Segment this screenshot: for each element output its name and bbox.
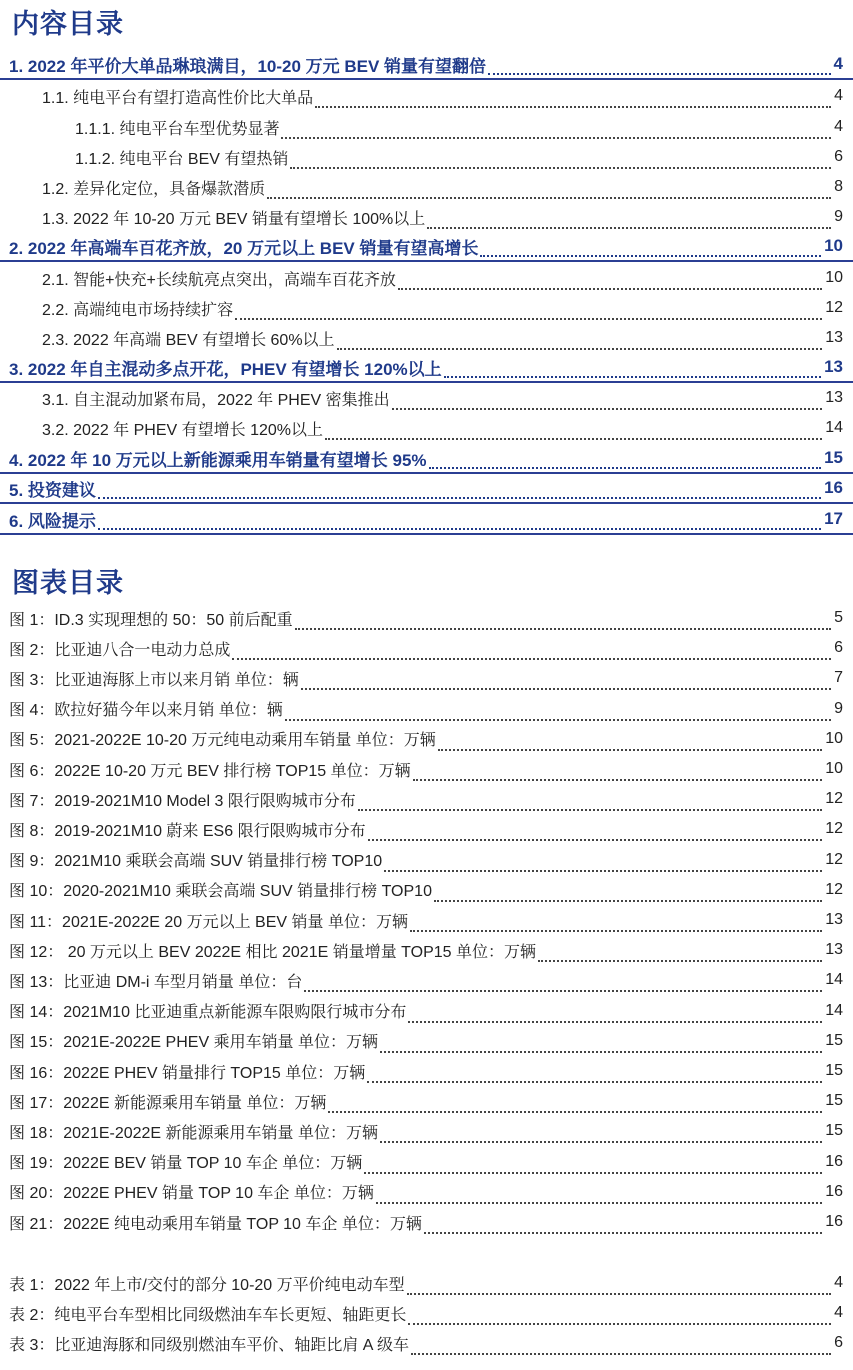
entry-title: 1.2. 差异化定位，具备爆款潜质 [42, 176, 267, 199]
dot-leader [434, 899, 822, 902]
dot-leader [290, 166, 831, 169]
entry-page-number: 12 [825, 850, 843, 868]
entry-page-number: 4 [834, 118, 843, 135]
dot-leader [232, 657, 831, 660]
dot-leader [384, 869, 822, 872]
entry-line [9, 754, 843, 784]
entry-line [9, 444, 843, 472]
entry-title: 图 1：ID.3 实现理想的 50：50 前后配重 [9, 607, 295, 630]
dot-leader [301, 687, 831, 690]
entry-line [9, 905, 843, 935]
dot-leader [325, 437, 822, 440]
entry-line [9, 875, 843, 905]
dot-leader [358, 808, 822, 811]
entry-title: 4. 2022 年 10 万元以上新能源乘用车销量有望增长 95% [9, 446, 429, 471]
entry-line [9, 1177, 843, 1207]
dot-leader [285, 718, 831, 721]
dot-leader [424, 1231, 822, 1234]
entry-title: 3.1. 自主混动加紧布局，2022 年 PHEV 密集推出 [42, 387, 392, 410]
toc-entry-level-1[interactable] [0, 474, 853, 504]
figure-entry[interactable] [0, 1147, 853, 1177]
dot-leader [235, 317, 822, 320]
figure-entry[interactable] [0, 633, 853, 663]
figure-entry[interactable] [0, 1086, 853, 1116]
figure-entry[interactable] [0, 724, 853, 754]
figure-entry[interactable] [0, 905, 853, 935]
entry-page-number: 10 [825, 760, 843, 777]
entry-line [42, 413, 843, 443]
figure-entry[interactable] [0, 1177, 853, 1207]
toc-heading: 内容目录 [12, 9, 124, 39]
dot-leader [488, 72, 830, 75]
entry-page-number: 15 [825, 1062, 843, 1079]
entry-page-number: 14 [825, 1001, 843, 1019]
entry-line [9, 505, 843, 533]
dot-leader [328, 1110, 822, 1113]
table-entry[interactable] [0, 1268, 853, 1298]
entry-page-number: 12 [825, 880, 843, 898]
entry-line [75, 142, 843, 172]
entry-line [42, 202, 843, 232]
entry-page-number: 15 [825, 1031, 843, 1049]
entry-page-number: 6 [834, 639, 843, 657]
entry-line [9, 694, 843, 724]
entry-title: 图 12： 20 万元以上 BEV 2022E 相比 2021E 销量增量 TOP15 单位：万辆 [9, 939, 538, 962]
dot-leader [427, 226, 831, 229]
entry-line [9, 784, 843, 814]
entry-line [9, 603, 843, 633]
entry-line [42, 293, 843, 323]
entry-title: 图 20：2022E PHEV 销量 TOP 10 车企 单位：万辆 [9, 1180, 376, 1203]
entry-title: 图 17：2022E 新能源乘用车销量 单位：万辆 [9, 1090, 328, 1113]
figure-entry[interactable] [0, 1207, 853, 1237]
entry-page-number: 13 [825, 329, 843, 346]
entry-title: 1.3. 2022 年 10-20 万元 BEV 销量有望增长 100%以上 [42, 206, 427, 229]
entry-line [9, 1298, 843, 1328]
entry-title: 图 16：2022E PHEV 销量排行 TOP15 单位：万辆 [9, 1060, 367, 1083]
entry-title: 1.1. 纯电平台有望打造高性价比大单品 [42, 85, 315, 108]
entry-title: 图 18：2021E-2022E 新能源乘用车销量 单位：万辆 [9, 1120, 380, 1143]
entry-title: 图 8：2019-2021M10 蔚来 ES6 限行限购城市分布 [9, 818, 368, 841]
entry-title: 图 2：比亚迪八合一电动力总成 [9, 637, 232, 660]
dot-leader [413, 778, 823, 781]
toc-entry-level-2[interactable] [0, 263, 853, 293]
entry-page-number: 9 [834, 699, 843, 717]
entry-title: 图 21：2022E 纯电动乘用车销量 TOP 10 车企 单位：万辆 [9, 1211, 424, 1234]
entry-page-number: 8 [834, 178, 843, 195]
dot-leader [315, 105, 831, 108]
entry-page-number: 15 [825, 1092, 843, 1110]
dot-leader [380, 1140, 822, 1143]
table-entry[interactable] [0, 1298, 853, 1328]
entry-title: 1.1.1. 纯电平台车型优势显著 [75, 116, 281, 139]
figure-entry[interactable] [0, 845, 853, 875]
figure-entry[interactable] [0, 754, 853, 784]
dot-leader [376, 1201, 822, 1204]
entry-title: 图 11：2021E-2022E 20 万元以上 BEV 销量 单位：万辆 [9, 909, 410, 932]
entry-title: 表 3：比亚迪海豚和同级别燃油车平价、轴距比肩 A 级车 [9, 1332, 411, 1355]
entry-line [42, 383, 843, 413]
toc-entry-level-2[interactable] [0, 172, 853, 202]
toc-entry-level-1[interactable] [0, 505, 853, 535]
toc-entry-level-1[interactable] [0, 232, 853, 262]
entry-page-number: 13 [824, 357, 843, 376]
dot-leader [337, 347, 823, 350]
entry-line [9, 965, 843, 995]
dot-leader [367, 1080, 822, 1083]
entry-line [9, 50, 843, 78]
dot-leader [304, 989, 822, 992]
entry-line [9, 1207, 843, 1237]
entry-title: 图 7：2019-2021M10 Model 3 限行限购城市分布 [9, 788, 358, 811]
entry-line [42, 263, 843, 293]
entry-line [9, 1026, 843, 1056]
entry-title: 图 14：2021M10 比亚迪重点新能源车限购限行城市分布 [9, 999, 408, 1022]
entry-title: 图 13：比亚迪 DM-i 车型月销量 单位：台 [9, 969, 304, 992]
entry-line [9, 353, 843, 381]
entry-title: 图 9：2021M10 乘联会高端 SUV 销量排行榜 TOP10 [9, 848, 384, 871]
entry-title: 图 19：2022E BEV 销量 TOP 10 车企 单位：万辆 [9, 1150, 364, 1173]
entry-title: 表 1：2022 年上市/交付的部分 10-20 万平价纯电动车型 [9, 1272, 407, 1295]
dot-leader [380, 1050, 822, 1053]
entry-line [42, 81, 843, 111]
figure-entry[interactable] [0, 935, 853, 965]
entry-page-number: 14 [825, 419, 843, 436]
figure-entry[interactable] [0, 784, 853, 814]
entry-page-number: 4 [833, 54, 843, 73]
entry-line [75, 112, 843, 142]
entry-line [9, 814, 843, 844]
entry-title: 3.2. 2022 年 PHEV 有望增长 120%以上 [42, 417, 325, 440]
entry-page-number: 10 [824, 236, 843, 255]
dot-leader [368, 838, 823, 841]
figures-heading: 图表目录 [12, 568, 124, 598]
entry-page-number: 16 [825, 1213, 843, 1230]
dot-leader [407, 1292, 831, 1295]
entry-title: 6. 风险提示 [9, 507, 98, 532]
entry-page-number: 7 [834, 669, 843, 687]
entry-page-number: 4 [834, 1274, 843, 1291]
entry-page-number: 15 [824, 448, 843, 467]
entry-line [9, 724, 843, 754]
toc-entry-level-3[interactable] [0, 112, 853, 142]
figure-entry[interactable] [0, 965, 853, 995]
toc-entry-level-2[interactable] [0, 323, 853, 353]
dot-leader [444, 375, 821, 378]
toc-entry-level-1[interactable] [0, 50, 853, 80]
entry-page-number: 4 [834, 87, 843, 104]
dot-leader [267, 196, 831, 199]
dot-leader [480, 254, 821, 257]
entry-page-number: 9 [834, 208, 843, 225]
entry-page-number: 17 [824, 509, 843, 528]
entry-page-number: 10 [825, 729, 843, 747]
dot-leader [410, 929, 822, 932]
entry-line [9, 845, 843, 875]
entry-line [9, 1147, 843, 1177]
entry-line [9, 935, 843, 965]
toc-entry-level-2[interactable] [0, 383, 853, 413]
entry-page-number: 15 [825, 1122, 843, 1140]
entry-title: 2.1. 智能+快充+长续航亮点突出，高端车百花齐放 [42, 267, 398, 290]
entry-line [42, 323, 843, 353]
dot-leader [364, 1171, 822, 1174]
entry-title: 1.1.2. 纯电平台 BEV 有望热销 [75, 146, 290, 169]
entry-line [9, 1328, 843, 1358]
toc-entry-level-2[interactable] [0, 81, 853, 111]
figure-entry[interactable] [0, 603, 853, 633]
entry-page-number: 6 [834, 1334, 843, 1351]
table-entry[interactable] [0, 1328, 853, 1358]
figure-entry[interactable] [0, 694, 853, 724]
toc-entry-level-2[interactable] [0, 202, 853, 232]
entry-line [9, 232, 843, 260]
entry-page-number: 16 [824, 478, 843, 497]
dot-leader [392, 407, 823, 410]
entry-title: 3. 2022 年自主混动多点开花，PHEV 有望增长 120%以上 [9, 355, 444, 380]
figure-entry[interactable] [0, 875, 853, 905]
dot-leader [98, 527, 821, 530]
entry-page-number: 10 [825, 269, 843, 286]
dot-leader [408, 1322, 831, 1325]
entry-page-number: 13 [825, 941, 843, 959]
dot-leader [98, 496, 821, 499]
figure-entry[interactable] [0, 996, 853, 1026]
entry-line [9, 633, 843, 663]
dot-leader [438, 748, 822, 751]
entry-page-number: 16 [825, 1182, 843, 1200]
dot-leader [429, 466, 822, 469]
entry-line [9, 1056, 843, 1086]
toc-entry-level-2[interactable] [0, 413, 853, 443]
entry-line [9, 1086, 843, 1116]
entry-title: 图 3：比亚迪海豚上市以来月销 单位：辆 [9, 667, 301, 690]
entry-line [9, 1116, 843, 1146]
entry-title: 2. 2022 年高端车百花齐放，20 万元以上 BEV 销量有望高增长 [9, 234, 480, 259]
entry-page-number: 4 [834, 1304, 843, 1321]
entry-title: 2.3. 2022 年高端 BEV 有望增长 60%以上 [42, 327, 337, 350]
figure-entry[interactable] [0, 1056, 853, 1086]
dot-leader [408, 1020, 822, 1023]
entry-title: 图 6：2022E 10-20 万元 BEV 排行榜 TOP15 单位：万辆 [9, 758, 413, 781]
toc-entry-level-2[interactable] [0, 293, 853, 323]
entry-line [9, 1268, 843, 1298]
dot-leader [538, 959, 822, 962]
entry-page-number: 13 [825, 389, 843, 406]
entry-line [9, 996, 843, 1026]
entry-page-number: 16 [825, 1152, 843, 1170]
entry-title: 图 15：2021E-2022E PHEV 乘用车销量 单位：万辆 [9, 1029, 380, 1052]
figure-entry[interactable] [0, 1026, 853, 1056]
entry-page-number: 6 [834, 148, 843, 165]
dot-leader [295, 627, 831, 630]
figure-entry[interactable] [0, 1116, 853, 1146]
entry-title: 2.2. 高端纯电市场持续扩容 [42, 297, 235, 320]
dot-leader [411, 1352, 831, 1355]
toc-entry-level-1[interactable] [0, 444, 853, 474]
entry-page-number: 14 [825, 971, 843, 989]
entry-title: 图 5：2021-2022E 10-20 万元纯电动乘用车销量 单位：万辆 [9, 727, 438, 750]
entry-page-number: 5 [834, 609, 843, 626]
entry-title: 图 10：2020-2021M10 乘联会高端 SUV 销量排行榜 TOP10 [9, 878, 434, 901]
entry-page-number: 12 [825, 299, 843, 316]
entry-line [9, 663, 843, 693]
toc-entry-level-1[interactable] [0, 353, 853, 383]
figure-entry[interactable] [0, 814, 853, 844]
entry-title: 图 4：欧拉好猫今年以来月销 单位：辆 [9, 697, 285, 720]
dot-leader [281, 136, 831, 139]
entry-line [42, 172, 843, 202]
entry-line [9, 474, 843, 502]
entry-page-number: 12 [825, 790, 843, 808]
entry-title: 表 2：纯电平台车型相比同级燃油车车长更短、轴距更长 [9, 1302, 408, 1325]
entry-page-number: 13 [825, 911, 843, 928]
toc-entry-level-3[interactable] [0, 142, 853, 172]
entry-title: 5. 投资建议 [9, 476, 98, 501]
figure-entry[interactable] [0, 663, 853, 693]
entry-page-number: 12 [825, 820, 843, 838]
entry-title: 1. 2022 年平价大单品琳琅满目，10-20 万元 BEV 销量有望翻倍 [9, 52, 488, 77]
dot-leader [398, 287, 822, 290]
